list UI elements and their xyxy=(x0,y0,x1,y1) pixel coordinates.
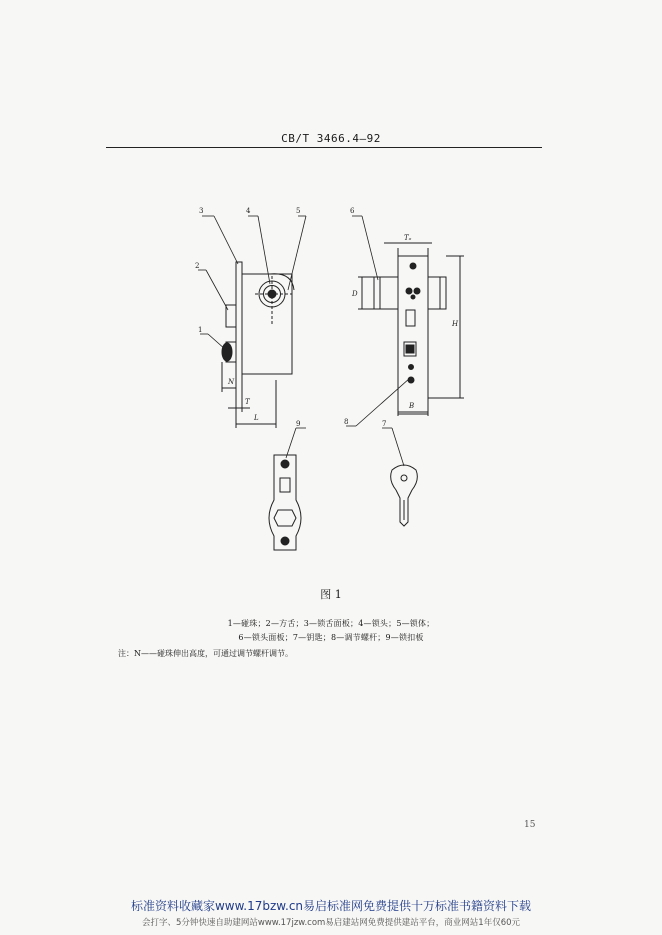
key xyxy=(391,465,418,526)
callout-9: 9 xyxy=(296,420,301,428)
callout-8: 8 xyxy=(344,418,349,426)
callout-4: 4 xyxy=(246,207,251,215)
dim-l: L xyxy=(254,414,259,422)
callout-6: 6 xyxy=(350,207,355,215)
callout-5: 5 xyxy=(296,207,301,215)
legend-line-2: 6—锁头面板；7—钥匙；8—调节螺杆；9—锁扣板 xyxy=(238,633,424,642)
dim-h: H xyxy=(452,320,459,328)
dimension-labels xyxy=(227,234,459,422)
dim-t: T xyxy=(245,398,250,406)
figure-caption: 图 1 xyxy=(320,588,342,601)
page-number: 15 xyxy=(524,820,536,830)
callout-2: 2 xyxy=(195,262,200,270)
strike-plate xyxy=(269,455,301,550)
callout-labels xyxy=(195,207,386,428)
callout-7: 7 xyxy=(382,420,387,428)
footer-watermark-link[interactable]: 标准资料收藏家www.17bzw.cn易启标准网免费提供十万标准书籍资料下载 xyxy=(130,899,532,913)
lock-front-view xyxy=(358,243,464,416)
lock-side-view xyxy=(222,262,294,428)
callout-1: 1 xyxy=(198,326,203,334)
dim-b: B xyxy=(409,402,415,410)
dim-tr: Tₒ xyxy=(404,234,412,242)
legend-line-1: 1—碰珠；2—方舌；3—锁舌面板；4—锁头；5—锁体； xyxy=(227,619,435,628)
dim-n: N xyxy=(228,378,235,386)
standard-code: CB/T 3466.4—92 xyxy=(281,132,381,145)
figure-note: 注：N——碰珠伸出高度，可通过调节螺杆调节。 xyxy=(118,649,293,658)
leader-lines xyxy=(198,216,410,466)
callout-3: 3 xyxy=(199,207,204,215)
footer-watermark-sub[interactable]: 会打字、5分钟快速自助建网站www.17jzw.com易启建站网免费提供建站平台，商业网站1年仅60元 xyxy=(141,918,521,928)
dim-d: D xyxy=(352,290,358,298)
